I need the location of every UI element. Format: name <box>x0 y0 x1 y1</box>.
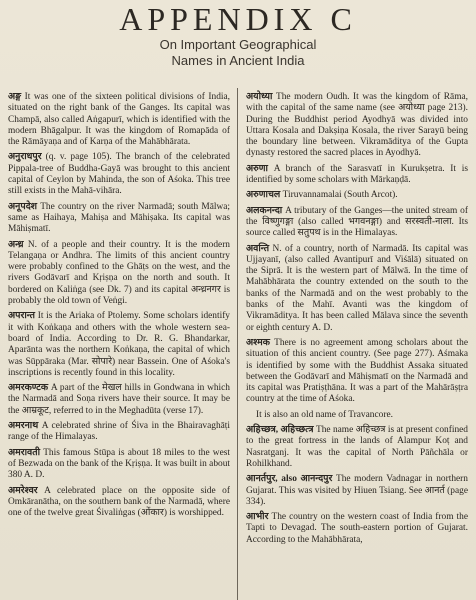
entry-text: A part of the मेखल hills in Gondwana in which the Narmadā and Soṇa rivers have their source. It may be the आम्रकूट, referred to in the Meghadūta (verse 17). <box>8 383 230 416</box>
entry-ashmaka-travancore <box>246 410 468 421</box>
entry-text: N. of a people and their country. It is the modern Telangaṇa or Andhra. The limits of this ancient country were probably confined to the Ghāṭs on the west, and the rivers Godāvarī and Kṛiṣṇa on the north and south. It bordered on Kaliṅga (see Dk. 7) and its capital अन्ध्रनगर is probably the old town of Veṅgi. <box>8 239 230 307</box>
entry-text: There is no agreement among scholars about the situation of this ancient country. (See page 277). Aśmaka is identified by some with the Buddhist Assaka situated between the Godāvarī and Māhiṣmatī on the Narmadā and its capital was Pratiṣṭhāna. It was a part of the Mahārāṣṭra country at the time of Aśoka. <box>246 337 468 405</box>
entry-ashmaka <box>246 338 468 406</box>
entry-alakananda <box>246 206 468 240</box>
entry-aparanta <box>8 311 230 379</box>
entry-amareshvara <box>8 486 230 520</box>
entry-text: Tiruvannamalai (South Arcot). <box>280 190 398 201</box>
entry-text: The country on the river Narmadā; south Mālwa; same as Haihaya, Mahiṣa and Māhiṣaka. Its capital was Māhiṣmatī. <box>8 201 230 235</box>
entry-text: The name अहिच्छत्र is at present confined to the great fortress in the lands of Alampur Koṭ and Nasratganj. It was the capital of North Pāñchāla or Rohilkhand. <box>246 425 468 469</box>
entry-amaranatha <box>8 421 230 444</box>
page-subtitle <box>0 37 476 69</box>
entry-text: A branch of the Sarasvatī in Kurukṣetra. It is identified by some scholars with Mārkaṇḍā. <box>246 163 468 186</box>
entry-headword: अरुणा <box>246 163 268 174</box>
entry-headword: अयोध्या <box>246 92 273 102</box>
entry-headword: आभीर <box>246 512 269 523</box>
entry-anartapura <box>246 474 468 508</box>
entry-text: It was one of the sixteen political divisions of India, situated on the right bank of the Ganges. Its capital was Champā, also called Aṅgapurī, which is identified with the modern Bhāgalpur. It was the kingdom of Romapāda of the Rāmāyaṇa and of Karṇa of the Mahābhārata. <box>8 92 230 148</box>
entry-headword: अमरेश्वर <box>8 485 38 496</box>
entry-text: A tributary of the Ganges—the united stream of the विष्णुगङ्गा (also called भगवनङ्गा) and सरस्वती-नाला. Its source called सतुपथ is in the Himalayas. <box>246 205 468 239</box>
entry-ayodhya <box>246 92 468 160</box>
subtitle-line-2: Names in Ancient India <box>171 53 305 68</box>
entry-headword: अलकनन्दा <box>246 205 283 216</box>
entry-text: The modern Vadnagar in northern Gujarat. This was visited by Hiuen Tsiang. See आनर्त (page 334). <box>246 474 468 507</box>
entry-amaravati <box>8 448 230 482</box>
entry-headword: अश्मक <box>246 337 270 348</box>
entry-headword: अमरकण्टक <box>8 383 49 394</box>
entry-headword: अङ्ग <box>8 92 22 102</box>
entry-text: A celebrated shrine of Śiva in the Bhairavaghāṭi range of the Himalayas. <box>8 421 230 443</box>
entry-headword: अवन्ति <box>246 243 270 254</box>
entry-arunachala <box>246 190 468 201</box>
column-divider <box>237 88 238 600</box>
entry-anupadesha <box>8 202 230 236</box>
entry-headword: अहिच्छत्र, अहिच्छत्त्र <box>246 425 314 436</box>
entry-anga <box>8 92 230 148</box>
entry-aruna <box>246 164 468 187</box>
entry-headword: अमरनाथ <box>8 421 39 432</box>
entry-headword: अमरावती <box>8 447 41 458</box>
page-title: APPENDIX C <box>119 1 357 37</box>
entry-text: This famous Stūpa is about 18 miles to the west of Bezwada on the bank of the Kṛiṣṇa. It was built in about 380 A. D. <box>8 447 230 481</box>
entry-avanti <box>246 244 468 334</box>
entry-text: (q. v. page 105). The branch of the celebrated Pippala-tree of Buddha-Gayā was brought to this ancient capital of Ceylon by Mahinda, the son of Aśoka. This tree still exists in the Mahā-vihāra. <box>8 152 230 197</box>
entry-text: The modern Oudh. It was the kingdom of Rāma, with the capital of the same name (see अयोध्या page 213). During the Buddhist period Ayodhyā was divided into Uttara Kosala and Dakṣiṇa Kosala, the river Sarayū being the boundary line between. Vikramāditya of the Gupta dynasty restored the sacred places in Ayodhyā. <box>246 92 468 159</box>
entry-headword: अन्ध्र <box>8 239 24 250</box>
entry-andhra <box>8 240 230 308</box>
entry-headword: अनुराधपुर <box>8 152 42 163</box>
entry-text: A celebrated place on the opposite side of Omkāranātha, on the southern bank of the Narmadā, where one of the twelve great Śivaliṅgas (ओंकार) is worshipped. <box>8 485 230 519</box>
entry-headword: अरुणाचल <box>246 190 281 201</box>
entry-anuradhapura <box>8 152 230 197</box>
subtitle-line-1: On Important Geographical <box>159 37 317 52</box>
entry-ahichchhatra <box>246 425 468 470</box>
entry-text: It is also an old name of Travancore. <box>256 409 393 420</box>
entry-headword: आनर्तपुर, also आनन्दपुर <box>246 474 333 485</box>
right-column <box>246 92 468 550</box>
entry-abhira <box>246 512 468 546</box>
entry-text: N. of a country, north of Narmadā. Its capital was Ujjayanī, (also called Avantipurī and Viśālā) situated on the Siprā. It is the western part of Mālwā. In the time of Mahābhārata the country extended on the south to the banks of the Narmadā and on the west probably to the banks of the Mahī. Avanti was the kingdom of Vikramāditya. It has been called Mālava since the seventh or eighth century A. D. <box>246 243 468 333</box>
left-column <box>8 92 230 523</box>
entry-text: The country on the western coast of India from the Tapti to Devagad. The south-eastern portion of Gujarat. According to the Mahābhārata, <box>246 512 468 545</box>
entry-text: It is the Ariaka of Ptolemy. Some scholars identify it with Koṅkaṇa and others with the whole western sea-board of India. According to Dr. R. G. Bhandarkar, Aparānta was the northern Koṅkaṇa, the capital of which was Sūppāraka (Mar. सोपारे) near Bassein. One of Aśoka's inscriptions is recently found in this locality. <box>8 311 230 378</box>
entry-headword: अपरान्त <box>8 311 35 322</box>
entry-amarakantaka <box>8 383 230 417</box>
entry-headword: अनूपदेश <box>8 201 38 212</box>
